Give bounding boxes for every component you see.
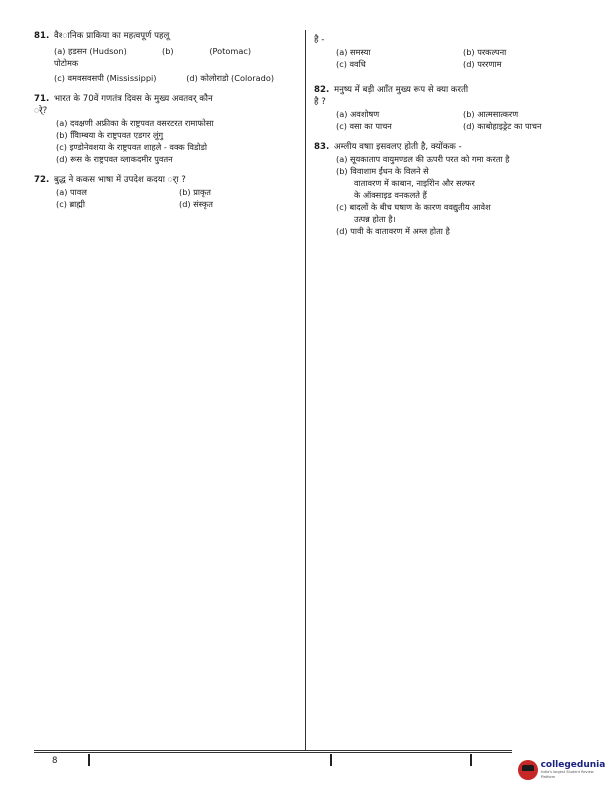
option-b-label: (b) xyxy=(162,46,174,56)
footer-tick xyxy=(330,754,332,766)
option-d: (d) काबोहाइड्रेट का पाचन xyxy=(463,121,542,131)
question-71 xyxy=(34,93,296,165)
option-b: (b) आत्मसात्करण xyxy=(463,109,519,119)
question-text: वैश्‍ानिक प्राकिया का महत्वपूर्ण पहलू xyxy=(54,31,170,41)
option-b: (b) परकल्पना xyxy=(463,47,507,57)
option-a: (a) सूयकाताप वायुमण्डल की ऊपरी परत को गमा करता है xyxy=(336,154,510,164)
question-number: 71. xyxy=(34,94,50,104)
option-b-value: (Potomac) xyxy=(209,46,252,56)
question-text-continuation: है ? xyxy=(314,97,326,107)
option-c: (c) इण्डोनेवशया के राष्ट्रपवत शाहले - वक्क विडोडो xyxy=(56,142,207,152)
question-text-continuation: है - xyxy=(314,35,325,45)
question-text: अम्लीय वषाा इसवलए होती है, क्योंकक - xyxy=(334,142,462,152)
question-number: 81. xyxy=(34,31,50,41)
question-number: 72. xyxy=(34,175,50,185)
question-text: बुद्ध ने ककस भाषा में उपदेश कदया र्ा ? xyxy=(54,175,186,185)
option-a: (a) अवशोषण xyxy=(336,109,380,119)
option-c: (c) वसा का पाचन xyxy=(336,121,392,131)
option-a: (a) हडसन (Hudson) xyxy=(54,46,127,56)
footer-rule xyxy=(34,752,512,753)
column-divider xyxy=(305,30,306,750)
option-c: (c) ब्राह्मी xyxy=(56,199,85,209)
option-c: (c) वमवसवसपी (Mississippi) xyxy=(54,73,157,83)
question-81 xyxy=(34,30,296,84)
option-c: (c) ववधि xyxy=(336,59,366,69)
option-b: (b) विवाशाम ईंधन के विलने से xyxy=(336,166,429,176)
collegedunia-logo xyxy=(518,756,608,784)
option-d: (d) कोलोराडो (Colorado) xyxy=(186,73,275,83)
left-column xyxy=(34,30,296,219)
footer-tick xyxy=(470,754,472,766)
question-83 xyxy=(314,141,584,237)
option-d: (d) संस्कृत xyxy=(179,199,213,209)
question-82 xyxy=(314,84,584,132)
option-b-continuation: के ऑक्साइड वनकलते हैं xyxy=(354,190,427,200)
question-continued xyxy=(314,34,584,70)
option-b-continuation: वातावरण में काबान, नाइरोिन और सल्फर xyxy=(354,178,475,188)
option-b-continuation: पोटोमक xyxy=(54,58,79,68)
logo-name: collegedunia xyxy=(540,760,606,770)
question-number: 83. xyxy=(314,142,330,152)
footer-tick xyxy=(88,754,90,766)
option-d: (d) पावी के वातावरण में अम्ल होता है xyxy=(336,226,450,236)
question-72 xyxy=(34,174,296,210)
footer-rule xyxy=(34,750,512,751)
question-number: 82. xyxy=(314,85,330,95)
question-text-continuation: र्े? xyxy=(34,106,48,116)
option-a: (a) दवक्षणी अफ्रीका के राष्ट्रपवत वसरटरत रामाफोसा xyxy=(56,118,214,128)
question-text: मनुष्य में बड़ी आाँत मुख्य रूप से क्या करती xyxy=(334,85,469,95)
option-b: (b) वििाम्बया के राष्ट्रपवत एडगर लुंगु xyxy=(56,130,164,140)
option-b: (b) प्राकृत xyxy=(179,187,211,197)
option-c: (c) बादलों के बीच घषाण के कारण ववद्युतीय आवेश xyxy=(336,202,491,212)
option-d: (d) रूस के राष्ट्रपवत व्लाकदमीर पुवतन xyxy=(56,154,173,164)
graduate-cap-icon xyxy=(518,760,538,780)
page-number: 8 xyxy=(52,756,58,766)
option-d: (d) पररणाम xyxy=(463,59,502,69)
logo-tagline: India's largest Student Review Platform xyxy=(540,770,594,779)
option-a: (a) समस्या xyxy=(336,47,371,57)
option-c-continuation: उत्पन्न होता है। xyxy=(354,214,396,224)
question-text: भारत के 70वें गणतंत्र दिवस के मुख्य अवतवर् कौन xyxy=(54,94,213,104)
option-a: (a) पावल xyxy=(56,187,87,197)
right-column xyxy=(314,34,584,246)
